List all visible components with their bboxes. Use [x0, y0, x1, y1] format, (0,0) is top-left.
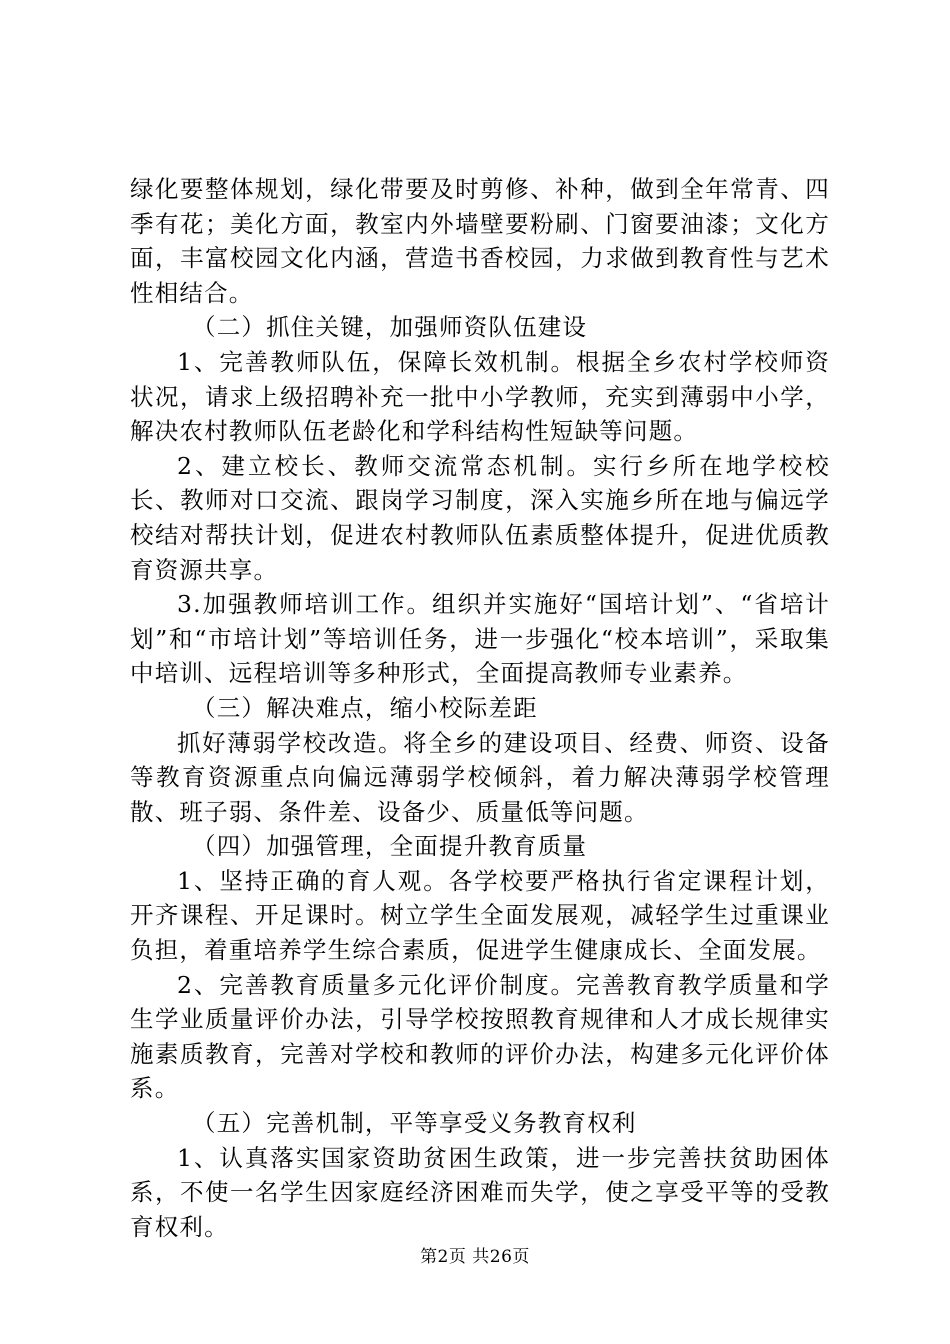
paragraph-evaluation-system: 2、完善教育质量多元化评价制度。完善教育教学质量和学生学业质量评价办法，引导学校按照教育规律和人才成长规律实施素质教育，完善对学校和教师的评价办法，构建多元化评价体系。	[130, 970, 830, 1103]
document-body	[130, 172, 830, 1244]
paragraph-continuation: 绿化要整体规划，绿化带要及时剪修、补种，做到全年常青、四季有花；美化方面，教室内外墙壁要粉刷、门窗要油漆；文化方面，丰富校园文化内涵，营造书香校园，力求做到教育性与艺术性相结合。	[130, 175, 830, 307]
section-heading-2: （二）抓住关键，加强师资队伍建设	[192, 313, 588, 342]
paragraph-teacher-team: 1、完善教师队伍，保障长效机制。根据全乡农村学校师资状况，请求上级招聘补充一批中小学教师，充实到薄弱中小学，解决农村教师队伍老龄化和学科结构性短缺等问题。	[130, 347, 830, 446]
paragraph-student-aid: 1、认真落实国家资助贫困生政策，进一步完善扶贫助困体系，不使一名学生因家庭经济困难而失学，使之享受平等的受教育权利。	[130, 1143, 830, 1241]
paragraph-weak-schools: 抓好薄弱学校改造。将全乡的建设项目、经费、师资、设备等教育资源重点向偏远薄弱学校倾斜，着力解决薄弱学校管理散、班子弱、条件差、设备少、质量低等问题。	[130, 728, 830, 826]
page-number-footer: 第2页 共26页	[420, 1247, 530, 1267]
section-heading-5: （五）完善机制，平等享受义务教育权利	[192, 1109, 637, 1138]
section-heading-3: （三）解决难点，缩小校际差距	[192, 693, 538, 722]
section-heading-4: （四）加强管理，全面提升教育质量	[192, 832, 588, 861]
paragraph-exchange-mechanism: 2、建立校长、教师交流常态机制。实行乡所在地学校校长、教师对口交流、跟岗学习制度，深入实施乡所在地与偏远学校结对帮扶计划，促进农村教师队伍素质整体提升，促进优质教育资源共享。	[130, 451, 830, 584]
paragraph-education-view: 1、坚持正确的育人观。各学校要严格执行省定课程计划，开齐课程、开足课时。树立学生全面发展观，减轻学生过重课业负担，着重培养学生综合素质，促进学生健康成长、全面发展。	[130, 866, 830, 965]
paragraph-teacher-training: 3.加强教师培训工作。组织并实施好“国培计划”、“省培计划”和“市培计划”等培训任务，进一步强化“校本培训”，采取集中培训、远程培训等多种形式，全面提高教师专业素养。	[130, 590, 830, 688]
